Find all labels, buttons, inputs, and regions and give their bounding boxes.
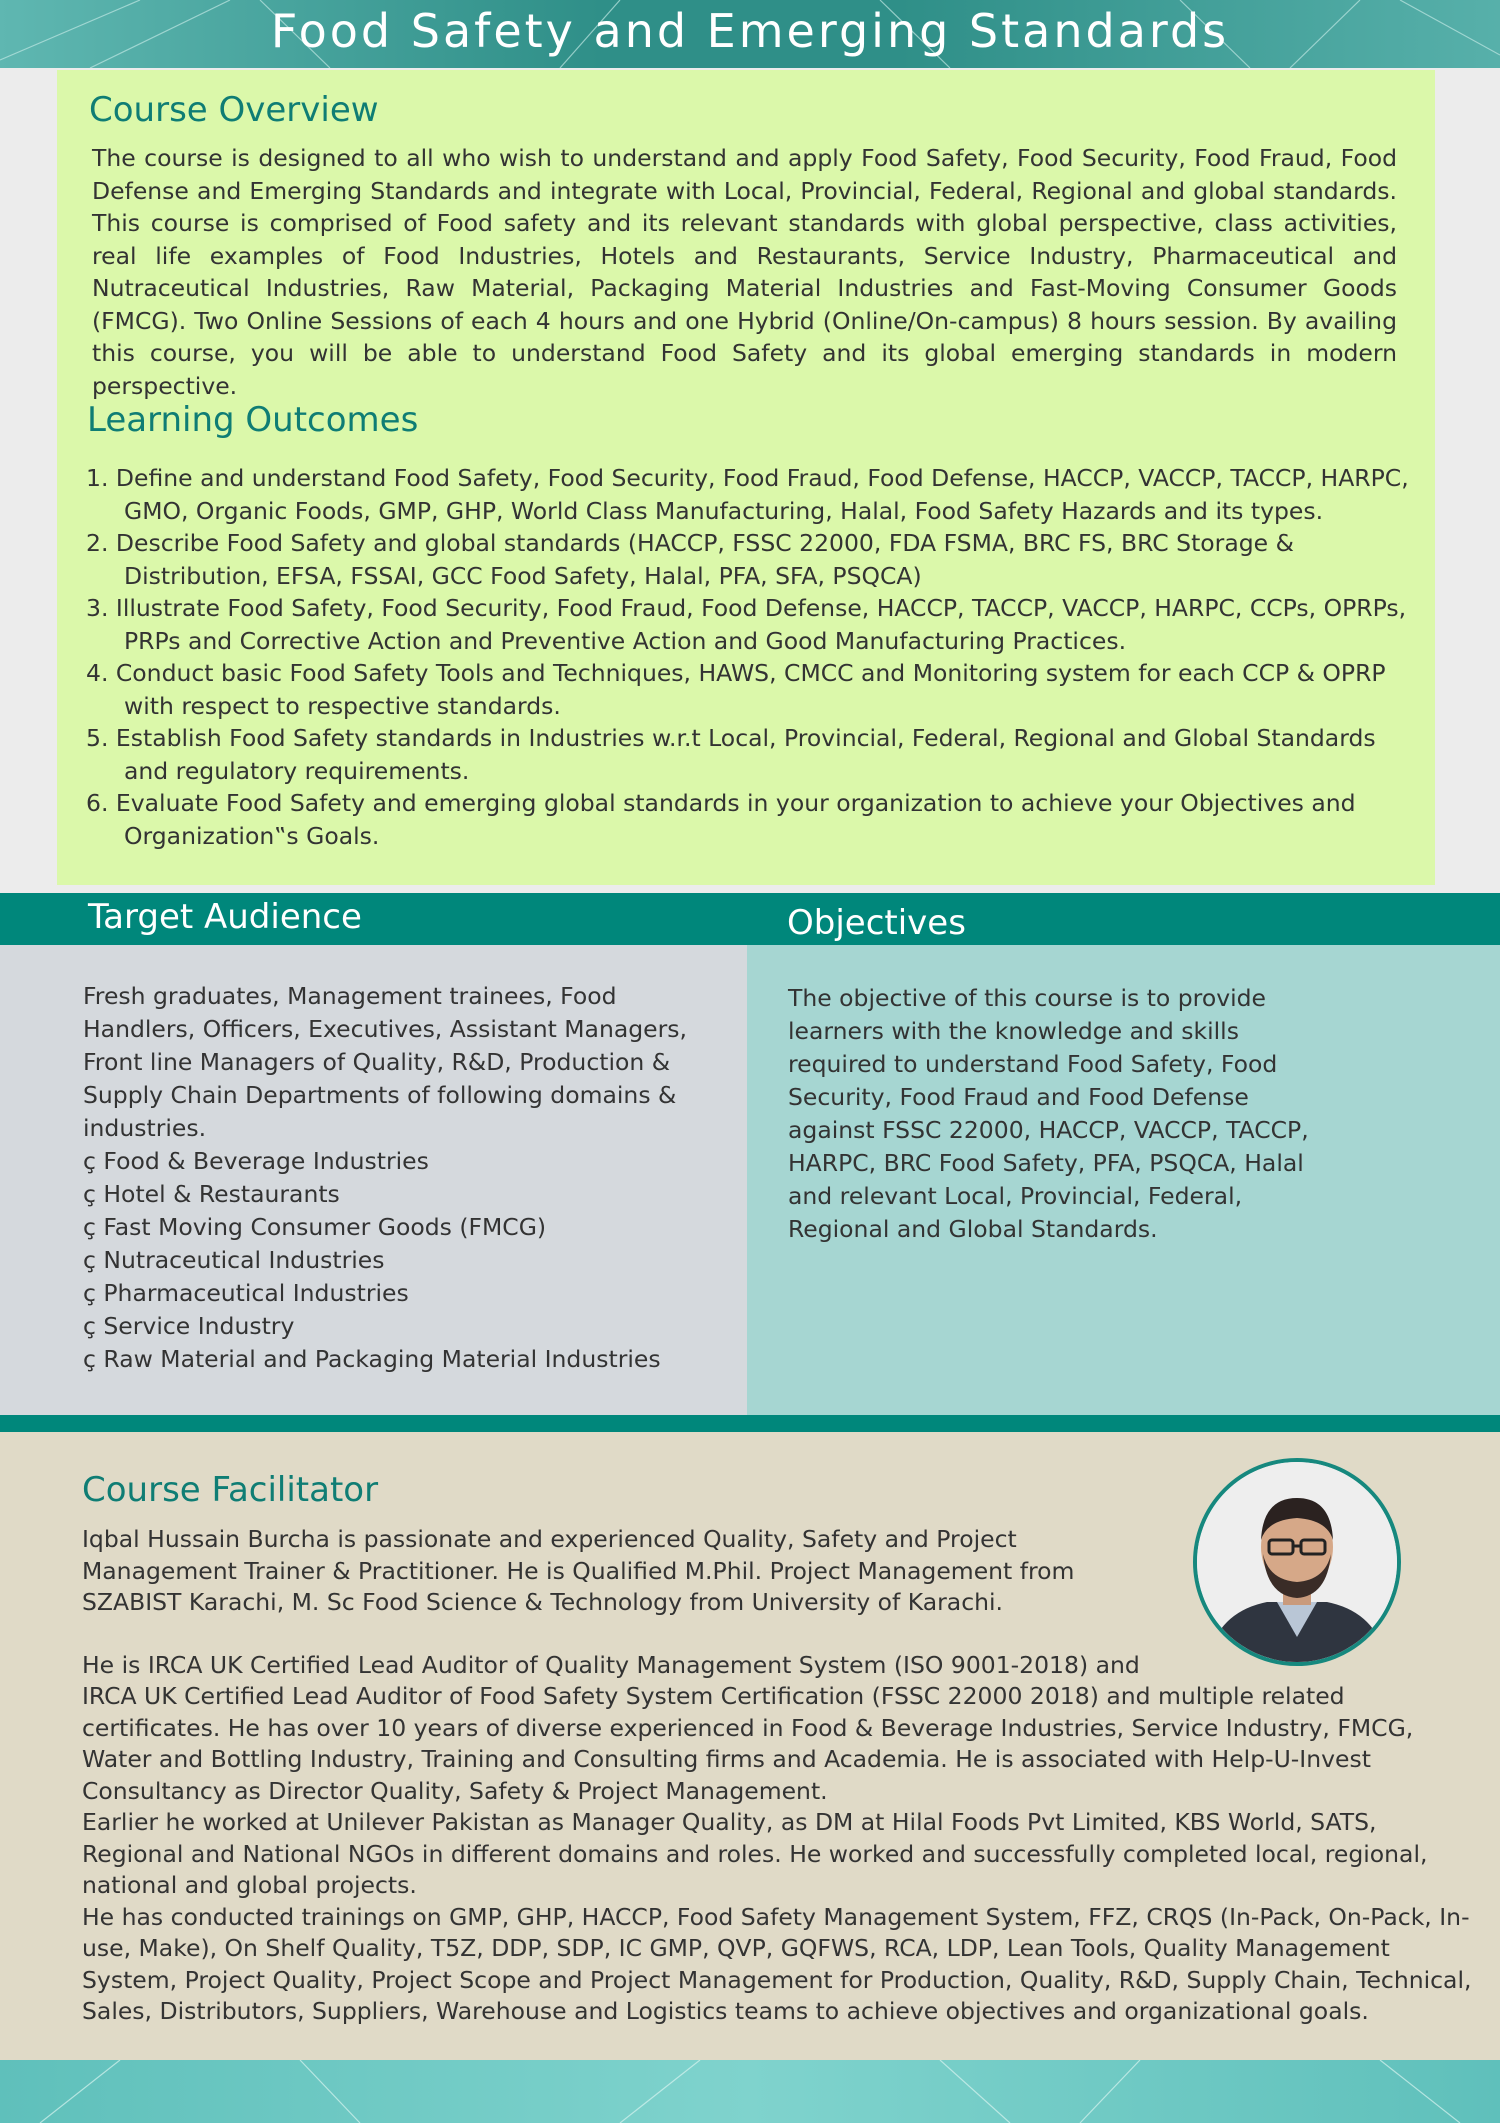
target-audience-section	[0, 945, 747, 1415]
bio-paragraph: He is IRCA UK Certified Lead Auditor of Quality Management System (ISO 9001-2018) and	[82, 1650, 1140, 1679]
course-facilitator-section	[0, 1432, 1500, 2060]
objectives-heading: Objectives	[787, 903, 966, 943]
footer-pattern	[0, 2060, 1500, 2123]
course-overview-text: The course is designed to all who wish to understand and apply Food Safety, Food Security, Food Fraud, Food Defense and Emerging Standards and integrate with Local, Provincial, Federal, Regional and global standards. This course is comprised of Food safety and its relevant standards with global perspective, class activities, real life examples of Food Industries, Hotels and Restaurants, Service Industry, Pharmaceutical and Nutraceutical Industries, Raw Material, Packaging Material Industries and Fast-Moving Consumer Goods (FMCG). Two Online Sessions of each 4 hours and one Hybrid (Online/On-campus) 8 hours session. By availing this course, you will be able to understand Food Safety and its global emerging standards in modern perspective.	[92, 144, 1397, 400]
outcome-item: 6. Evaluate Food Safety and emerging global standards in your organization to achieve your Objectives and Organization‟s Goals.	[86, 789, 1356, 850]
industry-item: ç Hotel & Restaurants	[83, 1180, 340, 1208]
industry-item: ç Fast Moving Consumer Goods (FMCG)	[83, 1213, 547, 1241]
footer-banner	[0, 2060, 1500, 2123]
learning-outcomes-list	[86, 462, 1416, 852]
industry-item: ç Food & Beverage Industries	[83, 1147, 429, 1175]
outcome-item: 5. Establish Food Safety standards in Industries w.r.t Local, Provincial, Federal, Regional and Global Standards and regulatory requirements.	[86, 724, 1376, 785]
course-overview-section	[57, 70, 1435, 885]
header-banner	[0, 0, 1500, 68]
industry-item: ç Nutraceutical Industries	[83, 1246, 385, 1274]
course-facilitator-heading: Course Facilitator	[82, 1470, 379, 1510]
target-audience-heading: Target Audience	[88, 897, 362, 937]
bio-paragraph: Iqbal Hussain Burcha is passionate and experienced Quality, Safety and Project Management Trainer & Practitioner. He is Qualified M.Phil. Project Management from SZABIST Karachi, M. Sc Food Science & Technology from University of Karachi.	[82, 1525, 1075, 1616]
industry-item: ç Service Industry	[83, 1312, 295, 1340]
outcome-item: 2. Describe Food Safety and global standards (HACCP, FSSC 22000, FDA FSMA, BRC FS, BRC Storage & Distribution, EFSA, FSSAI, GCC Food Safety, Halal, PFA, SFA, PSQCA)	[86, 529, 1294, 590]
target-audience-body	[83, 980, 733, 1376]
learning-outcomes-heading: Learning Outcomes	[87, 400, 419, 440]
section-header-bar	[0, 893, 1500, 945]
divider-bar	[0, 1415, 1500, 1432]
outcome-item: 1. Define and understand Food Safety, Food Security, Food Fraud, Food Defense, HACCP, VACCP, TACCP, HARPC, GMO, Organic Foods, GMP, GHP, World Class Manufacturing, Halal, Food Safety Hazards and its types.	[86, 464, 1409, 525]
page-title: Food Safety and Emerging Standards	[270, 4, 1230, 58]
bio-paragraph: He has conducted trainings on GMP, GHP, HACCP, Food Safety Management System, FFZ, CRQS (In-Pack, On-Pack, In-use, Make), On Shelf Quality, T5Z, DDP, SDP, IC GMP, QVP, GQFWS, RCA, LDP, Lean Tools, Quality Management System, Project Quality, Project Scope and Project Management for Production, Quality, R&D, Supply Chain, Technical, Sales, Distributors, Suppliers, Warehouse and Logistics teams to achieve objectives and organizational goals.	[82, 1902, 1472, 2025]
outcome-item: 4. Conduct basic Food Safety Tools and Techniques, HAWS, CMCC and Monitoring system for each CCP & OPRP with respect to respective standards.	[86, 659, 1386, 720]
course-overview-heading: Course Overview	[89, 90, 379, 130]
facilitator-bio	[82, 1524, 1482, 2028]
objectives-text: The objective of this course is to provide learners with the knowledge and skills required to understand Food Safety, Food Security, Food Fraud and Food Defense against FSSC 22000, HACCP, VACCP, TACCP, HARPC, BRC Food Safety, PFA, PSQCA, Halal and relevant Local, Provincial, Federal, Regional and Global Standards.	[788, 984, 1309, 1243]
objectives-section	[747, 945, 1500, 1415]
bio-paragraph: IRCA UK Certified Lead Auditor of Food Safety System Certification (FSSC 22000 2018) and multiple related certificates. He has over 10 years of diverse experienced in Food & Beverage Industries, Service Industry, FMCG, Water and Bottling Industry, Training and Consulting firms and Academia. He is associated with Help-U-Invest Consultancy as Director Quality, Safety & Project Management.	[82, 1682, 1414, 1805]
outcome-item: 3. Illustrate Food Safety, Food Security, Food Fraud, Food Defense, HACCP, TACCP, VACCP, HARPC, CCPs, OPRPs, PRPs and Corrective Action and Preventive Action and Good Manufacturing Practices.	[86, 594, 1407, 655]
industry-list	[83, 1145, 733, 1376]
industry-item: ç Pharmaceutical Industries	[83, 1279, 409, 1307]
target-audience-intro: Fresh graduates, Management trainees, Food Handlers, Officers, Executives, Assistant Managers, Front line Managers of Quality, R&D, Production & Supply Chain Departments of following domains & industries.	[83, 982, 688, 1142]
bio-paragraph: Earlier he worked at Unilever Pakistan as Manager Quality, as DM at Hilal Foods Pvt Limited, KBS World, SATS, Regional and National NGOs in different domains and roles. He worked and successfully completed local, regional, national and global projects.	[82, 1808, 1428, 1899]
industry-item: ç Raw Material and Packaging Material Industries	[83, 1345, 661, 1373]
